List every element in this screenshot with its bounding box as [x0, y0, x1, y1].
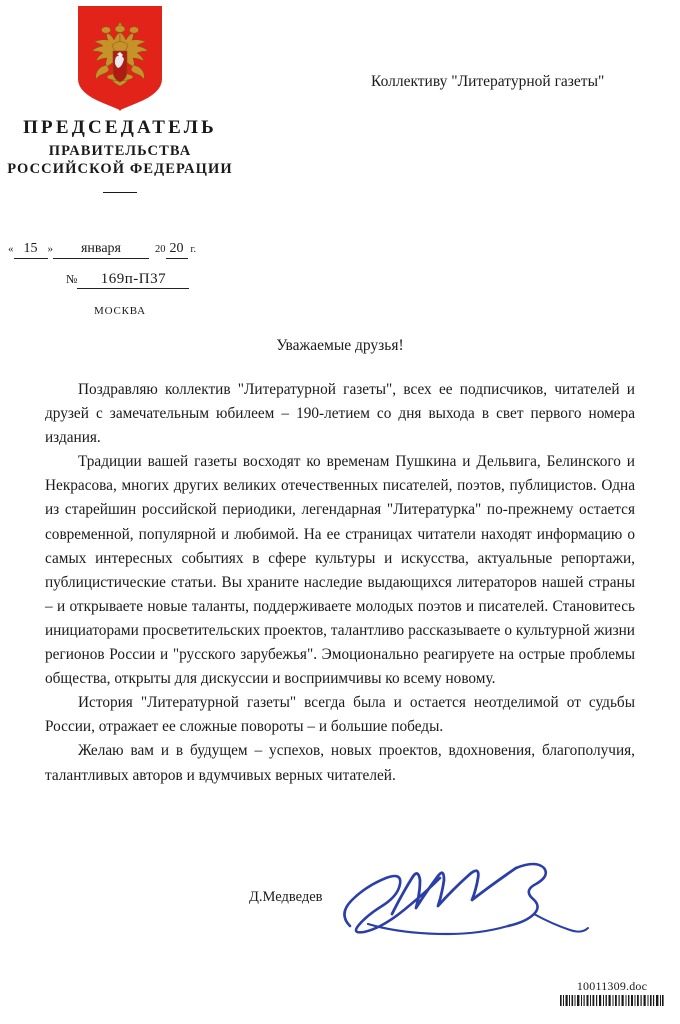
date-day: 15: [14, 240, 48, 259]
city-label: МОСКВА: [94, 305, 146, 318]
date-month: января: [53, 240, 149, 259]
body-paragraph: История "Литературной газеты" всегда была и остается неотделимой от судьбы России, отражает ее сложные повороты – и большие победы.: [45, 694, 635, 736]
body-paragraph: Желаю вам и в будущем – успехов, новых проектов, вдохновения, благополучия, талантливых авторов и вдумчивых верных читателей.: [45, 742, 635, 784]
date-row: [8, 240, 268, 259]
date-close-quote: »: [47, 243, 53, 255]
date-year-suffix: 20: [166, 240, 188, 259]
letter-body: [45, 378, 635, 788]
document-number: 169п-П37: [77, 270, 189, 290]
letterhead-line-federation: РОССИЙСКОЙ ФЕДЕРАЦИИ: [7, 160, 233, 177]
body-paragraph: Поздравляю коллектив "Литературной газеты", всех ее подписчиков, читателей и друзей с замечательным юбилеем – 190-летием со дня выхода в свет первого номера издания.: [45, 381, 635, 447]
document-file-code: 10011309.doc: [576, 979, 648, 993]
signatory-name: Д.Медведев: [249, 889, 323, 905]
signature-area: [330, 848, 660, 948]
salutation: Уважаемые друзья!: [276, 337, 404, 354]
addressee: Коллективу "Литературной газеты": [371, 73, 605, 90]
footer: [560, 979, 664, 1006]
document-number-row: [8, 270, 268, 290]
letterhead-divider: [103, 192, 137, 194]
letterhead-line-government: ПРАВИТЕЛЬСТВА: [48, 142, 192, 159]
numero-sign: №: [66, 271, 78, 286]
date-open-quote: «: [8, 243, 14, 255]
body-paragraph: Традиции вашей газеты восходят ко временам Пушкина и Дельвига, Белинского и Некрасова, многих других великих отечественных писателей, поэтов, публицистов. Одна из старейшин российской периодики, легендарная "Литературка" по-прежнему остается современной, популярной и любимой. На ее страницах читатели находят информацию о самых интересных событиях в сфере культуры и искусства, актуальные репортажи, публицистические статьи. Вы храните наследие выдающихся литераторов нашей страны – и открываете новые таланты, поддерживаете молодых поэтов и писателей. Становитесь инициаторами просветительских проектов, талантливо рассказываете о культурной жизни регионов России и "русского зарубежья". Эмоционально реагируете на острые проблемы общества, открыты для дискуссии и восприимчивы ко всему новому.: [45, 453, 635, 688]
coat-of-arms-icon: [77, 5, 163, 111]
barcode-icon: [560, 995, 664, 1006]
date-year-abbreviation: г.: [190, 244, 196, 255]
letterhead: [0, 118, 240, 193]
date-number-block: [8, 240, 268, 317]
date-year-prefix: 20: [155, 244, 166, 255]
letterhead-line-chairman: ПРЕДСЕДАТЕЛЬ: [23, 117, 217, 138]
handwritten-signature: [330, 848, 630, 943]
